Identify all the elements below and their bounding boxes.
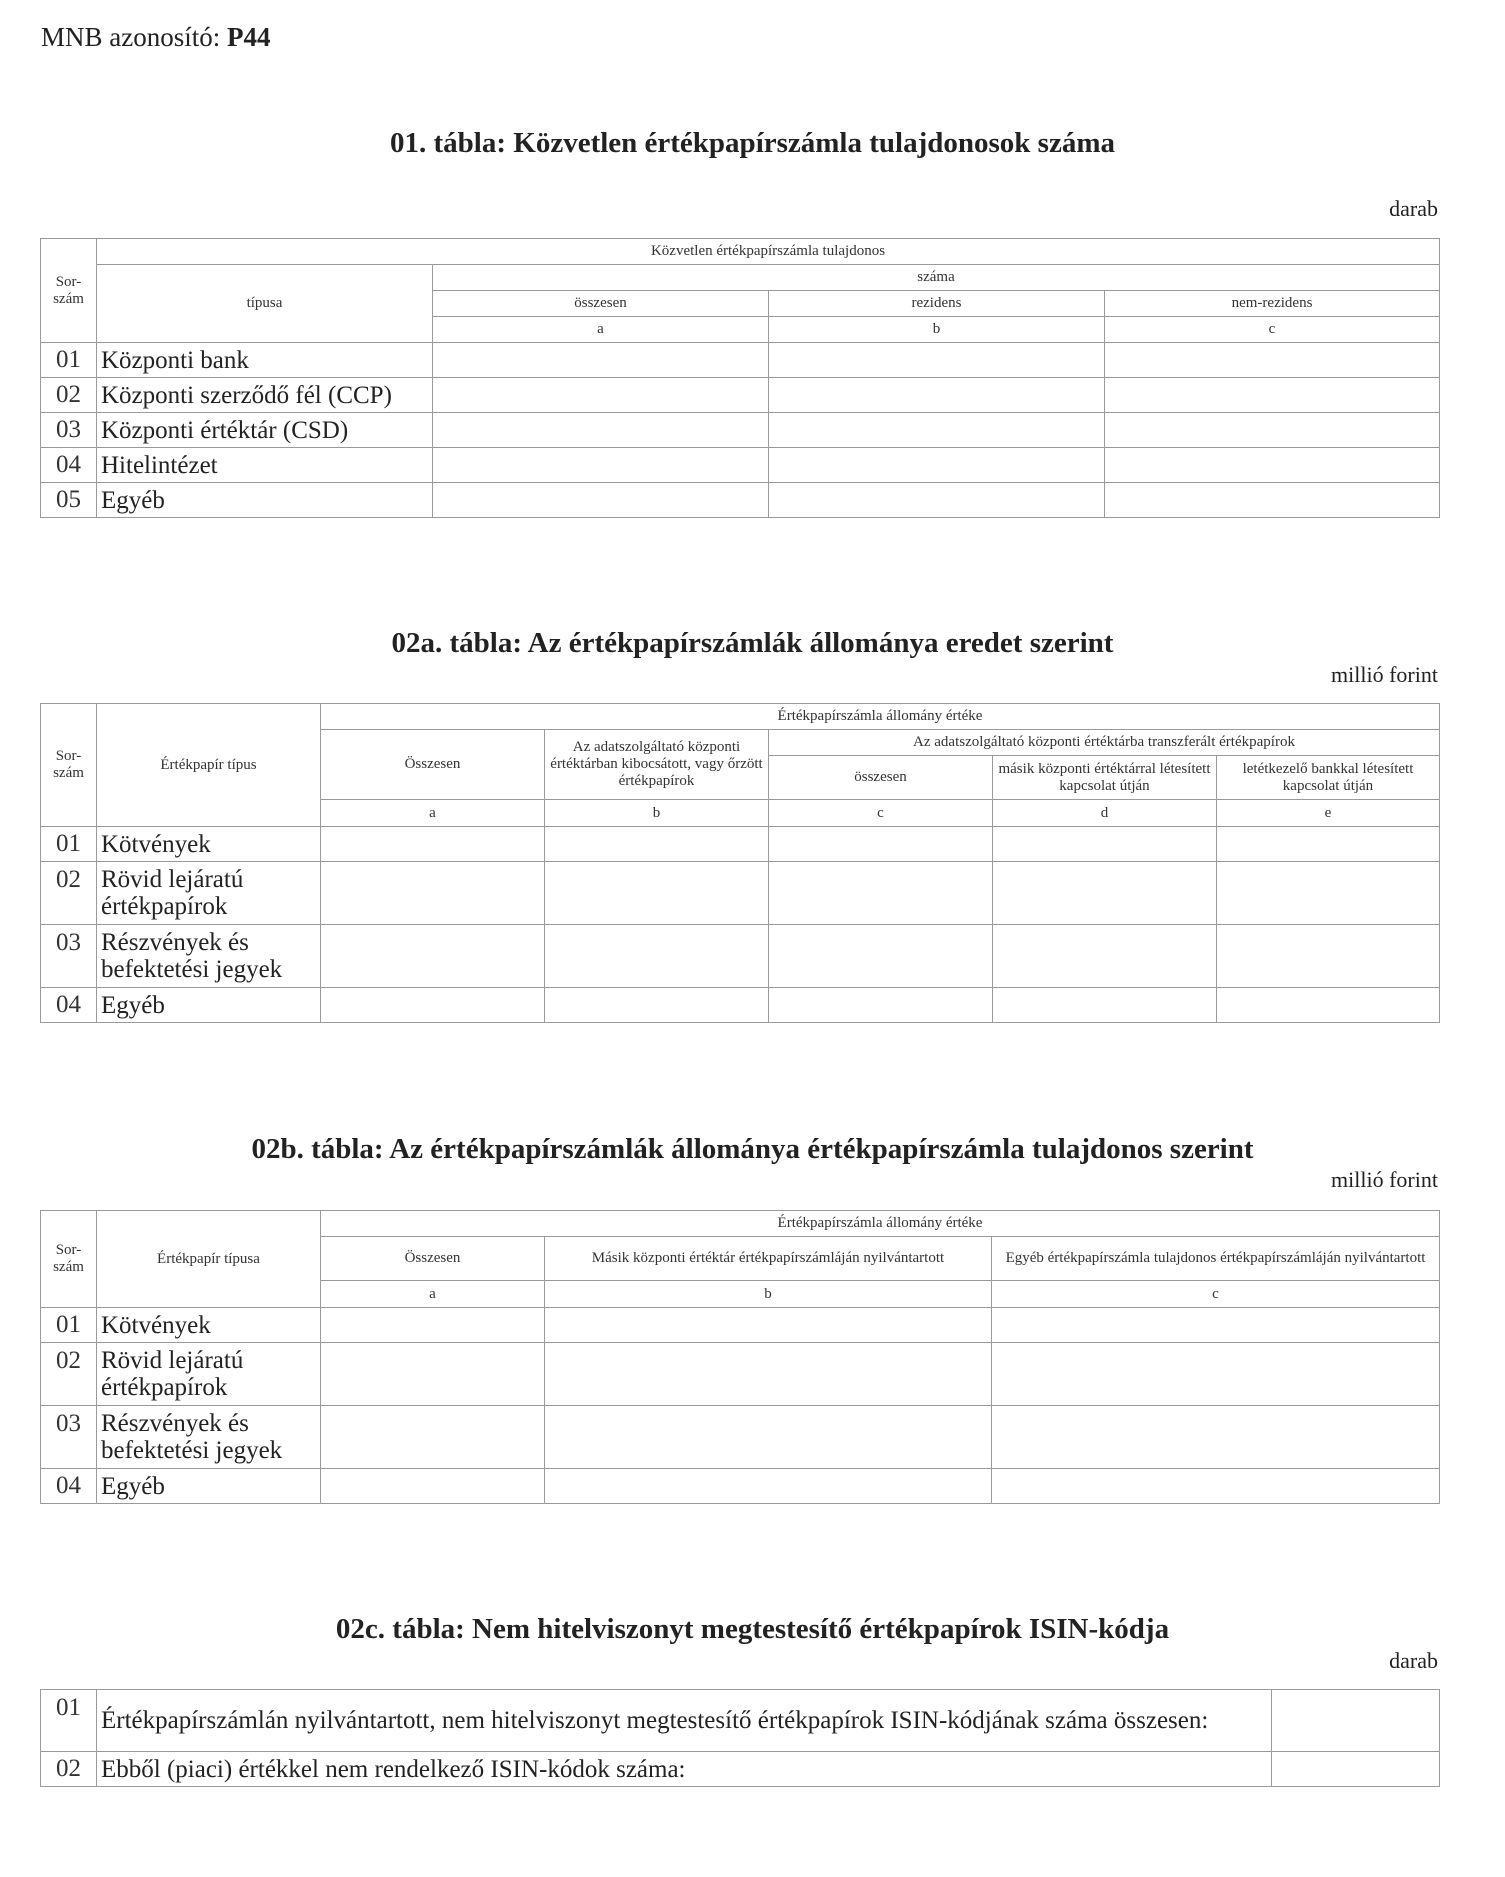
t02a-letter-a: a — [321, 800, 545, 827]
table-row — [41, 448, 1440, 483]
t02b-letter-a: a — [321, 1281, 545, 1308]
t02a-h-sorszam: Sor-szám — [41, 704, 97, 827]
table-02c — [40, 1689, 1440, 1787]
table-02b-unit: millió forint — [1331, 1167, 1438, 1192]
value-cell[interactable] — [545, 862, 769, 925]
t01-h-szama: száma — [433, 265, 1440, 291]
table-row — [41, 827, 1440, 862]
row-number: 05 — [41, 483, 97, 518]
row-label: Központi szerződő fél (CCP) — [97, 378, 433, 413]
value-cell[interactable] — [1217, 925, 1440, 988]
value-cell[interactable] — [1272, 1690, 1440, 1752]
table-row — [41, 862, 1440, 925]
t02b-h-col-a: Összesen — [321, 1237, 545, 1281]
row-number: 03 — [41, 1406, 97, 1469]
value-cell[interactable] — [1272, 1752, 1440, 1787]
t02a-letter-b: b — [545, 800, 769, 827]
value-cell[interactable] — [1217, 862, 1440, 925]
row-number: 01 — [41, 343, 97, 378]
row-label: Központi értéktár (CSD) — [97, 413, 433, 448]
table-02a-unit: millió forint — [1331, 662, 1438, 687]
value-cell[interactable] — [1105, 483, 1440, 518]
value-cell[interactable] — [993, 862, 1217, 925]
t02a-letter-e: e — [1217, 800, 1440, 827]
value-cell[interactable] — [433, 378, 769, 413]
table-row — [41, 1752, 1440, 1787]
table-row — [41, 1343, 1440, 1406]
t01-letter-c: c — [1105, 317, 1440, 343]
value-cell[interactable] — [769, 925, 993, 988]
value-cell[interactable] — [321, 1308, 545, 1343]
table-row — [41, 343, 1440, 378]
t02b-h-col-b: Másik központi értéktár értékpapírszámláján nyilvántartott — [545, 1237, 992, 1281]
value-cell[interactable] — [545, 988, 769, 1023]
row-number: 02 — [41, 1752, 97, 1787]
value-cell[interactable] — [769, 413, 1105, 448]
table-row — [41, 1690, 1440, 1752]
value-cell[interactable] — [992, 1406, 1440, 1469]
value-cell[interactable] — [545, 925, 769, 988]
value-cell[interactable] — [545, 1406, 992, 1469]
t01-h-group: Közvetlen értékpapírszámla tulajdonos — [97, 239, 1440, 265]
t02b-letter-b: b — [545, 1281, 992, 1308]
row-number: 04 — [41, 988, 97, 1023]
table-row — [41, 1308, 1440, 1343]
value-cell[interactable] — [433, 448, 769, 483]
row-label: Részvények és befektetési jegyek — [97, 925, 321, 988]
value-cell[interactable] — [433, 343, 769, 378]
t01-letter-a: a — [433, 317, 769, 343]
t01-h-col-a: összesen — [433, 291, 769, 317]
value-cell[interactable] — [769, 862, 993, 925]
t02b-h-tipusa: Értékpapír típusa — [97, 1211, 321, 1308]
table-01-unit: darab — [1389, 196, 1438, 221]
t01-letter-b: b — [769, 317, 1105, 343]
t01-h-col-c: nem-rezidens — [1105, 291, 1440, 317]
row-label: Rövid lejáratú értékpapírok — [97, 862, 321, 925]
row-label: Egyéb — [97, 988, 321, 1023]
table-row — [41, 1469, 1440, 1504]
table-02b-title: 02b. tábla: Az értékpapírszámlák állománya értékpapírszámla tulajdonos szerint — [251, 1133, 1254, 1165]
row-label: Rövid lejáratú értékpapírok — [97, 1343, 321, 1406]
value-cell[interactable] — [545, 1343, 992, 1406]
value-cell[interactable] — [769, 483, 1105, 518]
value-cell[interactable] — [993, 988, 1217, 1023]
row-number: 02 — [41, 378, 97, 413]
value-cell[interactable] — [769, 378, 1105, 413]
value-cell[interactable] — [769, 827, 993, 862]
t01-h-sorszam: Sor-szám — [41, 239, 97, 343]
row-number: 03 — [41, 925, 97, 988]
table-02a-title: 02a. tábla: Az értékpapírszámlák állománya eredet szerint — [391, 627, 1114, 659]
table-02a — [40, 703, 1440, 1023]
row-number: 02 — [41, 862, 97, 925]
table-01 — [40, 238, 1440, 518]
t02a-letter-d: d — [993, 800, 1217, 827]
t02a-h-kibocsatott: Az adatszolgáltató központi értéktárban kibocsátott, vagy őrzött értékpapírok — [545, 730, 769, 800]
t02a-h-group: Értékpapírszámla állomány értéke — [321, 704, 1440, 730]
value-cell[interactable] — [1105, 343, 1440, 378]
value-cell[interactable] — [433, 413, 769, 448]
value-cell[interactable] — [769, 988, 993, 1023]
row-label: Kötvények — [97, 1308, 321, 1343]
row-number: 04 — [41, 1469, 97, 1504]
row-number: 02 — [41, 1343, 97, 1406]
row-number: 01 — [41, 1690, 97, 1752]
value-cell[interactable] — [1105, 448, 1440, 483]
value-cell[interactable] — [321, 988, 545, 1023]
table-row — [41, 988, 1440, 1023]
table-02b — [40, 1210, 1440, 1504]
table-row — [41, 483, 1440, 518]
value-cell[interactable] — [321, 1469, 545, 1504]
row-label: Egyéb — [97, 483, 433, 518]
t01-h-tipusa: típusa — [97, 265, 433, 343]
table-02c-unit: darab — [1389, 1648, 1438, 1673]
value-cell[interactable] — [433, 483, 769, 518]
t02b-letter-c: c — [992, 1281, 1440, 1308]
row-label: Központi bank — [97, 343, 433, 378]
row-number: 03 — [41, 413, 97, 448]
value-cell[interactable] — [993, 925, 1217, 988]
row-number: 04 — [41, 448, 97, 483]
value-cell[interactable] — [545, 1308, 992, 1343]
t02a-h-sub-osszesen: összesen — [769, 756, 993, 800]
t01-h-col-b: rezidens — [769, 291, 1105, 317]
row-label: Részvények és befektetési jegyek — [97, 1406, 321, 1469]
t02b-h-col-c: Egyéb értékpapírszámla tulajdonos értékpapírszámláján nyilvántartott — [992, 1237, 1440, 1281]
value-cell[interactable] — [1217, 827, 1440, 862]
row-label: Kötvények — [97, 827, 321, 862]
t02a-h-transzferalt: Az adatszolgáltató központi értéktárba transzferált értékpapírok — [769, 730, 1440, 756]
value-cell[interactable] — [1105, 413, 1440, 448]
value-cell[interactable] — [992, 1308, 1440, 1343]
value-cell[interactable] — [321, 925, 545, 988]
value-cell[interactable] — [321, 1406, 545, 1469]
mnb-id-label: MNB azonosító: — [41, 22, 221, 52]
value-cell[interactable] — [321, 827, 545, 862]
value-cell[interactable] — [769, 448, 1105, 483]
value-cell[interactable] — [1217, 988, 1440, 1023]
value-cell[interactable] — [769, 343, 1105, 378]
table-row — [41, 378, 1440, 413]
row-label: Egyéb — [97, 1469, 321, 1504]
value-cell[interactable] — [545, 1469, 992, 1504]
row-label: Értékpapírszámlán nyilvántartott, nem hitelviszonyt megtestesítő értékpapírok ISIN-kódjának száma összesen: — [97, 1690, 1272, 1752]
t02a-h-osszesen: Összesen — [321, 730, 545, 800]
t02a-letter-c: c — [769, 800, 993, 827]
row-number: 01 — [41, 1308, 97, 1343]
value-cell[interactable] — [993, 827, 1217, 862]
t02b-h-sorszam: Sor-szám — [41, 1211, 97, 1308]
row-label: Hitelintézet — [97, 448, 433, 483]
table-01-title: 01. tábla: Közvetlen értékpapírszámla tulajdonosok száma — [390, 127, 1115, 159]
value-cell[interactable] — [992, 1469, 1440, 1504]
table-row — [41, 413, 1440, 448]
table-row — [41, 1406, 1440, 1469]
t02a-h-sub-letetkezelo: letétkezelő bankkal létesített kapcsolat útján — [1217, 756, 1440, 800]
value-cell[interactable] — [545, 827, 769, 862]
value-cell[interactable] — [992, 1343, 1440, 1406]
mnb-id-value: P44 — [227, 22, 271, 52]
value-cell[interactable] — [321, 862, 545, 925]
mnb-identifier — [41, 22, 271, 53]
table-row — [41, 925, 1440, 988]
value-cell[interactable] — [321, 1343, 545, 1406]
t02a-h-sub-masik: másik központi értéktárral létesített kapcsolat útján — [993, 756, 1217, 800]
row-number: 01 — [41, 827, 97, 862]
t02a-h-tipus: Értékpapír típus — [97, 704, 321, 827]
row-label: Ebből (piaci) értékkel nem rendelkező ISIN-kódok száma: — [97, 1752, 1272, 1787]
t02b-h-group: Értékpapírszámla állomány értéke — [321, 1211, 1440, 1237]
table-02c-title: 02c. tábla: Nem hitelviszonyt megtestesítő értékpapírok ISIN-kódja — [335, 1613, 1170, 1645]
value-cell[interactable] — [1105, 378, 1440, 413]
